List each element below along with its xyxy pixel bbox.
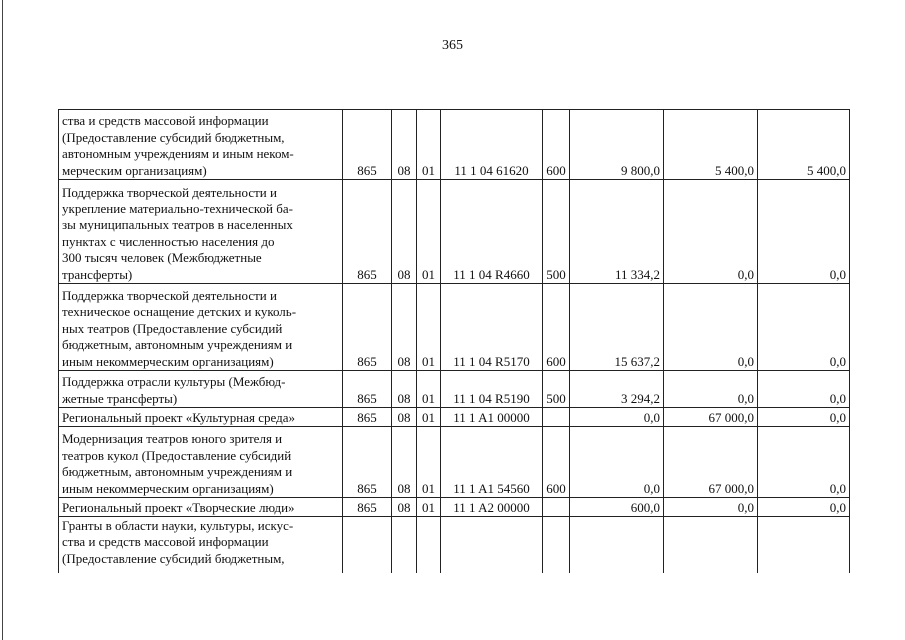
section-code-cell: 08 — [392, 110, 417, 180]
row-name-cell — [59, 284, 343, 371]
target-article-cell: 11 1 04 R5170 — [441, 284, 543, 371]
row-name-line: театров кукол (Предоставление субсидий — [62, 447, 292, 463]
row-name-cell — [59, 408, 343, 427]
section-code-cell: 08 — [392, 427, 417, 498]
amount-cell-1 — [570, 517, 664, 573]
section-code-cell — [392, 517, 417, 573]
expense-type-cell: 600 — [543, 427, 570, 498]
amount-cell-3: 0,0 — [758, 180, 850, 284]
expense-type-cell: 600 — [543, 110, 570, 180]
row-name-line: ства и средств массовой информации — [62, 113, 269, 129]
amount-cell-2: 5 400,0 — [664, 110, 758, 180]
table-row — [59, 427, 850, 498]
dept-code-cell: 865 — [343, 180, 392, 284]
amount-cell-3: 0,0 — [758, 371, 850, 408]
amount-cell-2: 67 000,0 — [664, 427, 758, 498]
row-name-line: (Предоставление субсидий бюджетным, — [62, 129, 285, 145]
row-name-line: укрепление материально-технической ба- — [62, 200, 293, 216]
amount-cell-1: 11 334,2 — [570, 180, 664, 284]
target-article-cell: 11 1 04 R5190 — [441, 371, 543, 408]
row-name-line: техническое оснащение детских и куколь- — [62, 304, 297, 320]
table-row — [59, 110, 850, 180]
subsection-code-cell: 01 — [417, 427, 441, 498]
section-code-cell: 08 — [392, 180, 417, 284]
subsection-code-cell: 01 — [417, 498, 441, 517]
expense-type-cell: 600 — [543, 284, 570, 371]
row-name-line: Гранты в области науки, культуры, искус- — [62, 518, 294, 533]
amount-cell-3: 5 400,0 — [758, 110, 850, 180]
row-name-line: Региональный проект «Творческие люди» — [62, 499, 295, 515]
row-name-line: Поддержка творческой деятельности и — [62, 184, 277, 200]
dept-code-cell: 865 — [343, 408, 392, 427]
table-row — [59, 371, 850, 408]
row-name-line: мерческим организациям) — [62, 162, 207, 178]
row-name-line: (Предоставление субсидий бюджетным, — [62, 550, 285, 566]
subsection-code-cell: 01 — [417, 110, 441, 180]
dept-code-cell: 865 — [343, 427, 392, 498]
target-article-cell: 11 1 04 R4660 — [441, 180, 543, 284]
amount-cell-2: 0,0 — [664, 180, 758, 284]
row-name-cell — [59, 498, 343, 517]
row-name-cell — [59, 180, 343, 284]
row-name-cell — [59, 517, 343, 573]
section-code-cell: 08 — [392, 284, 417, 371]
page-number: 365 — [442, 38, 463, 53]
row-name-line: Поддержка отрасли культуры (Межбюд- — [62, 374, 286, 390]
row-name-line: 300 тысяч человек (Межбюджетные — [62, 250, 262, 266]
target-article-cell: 11 1 A1 00000 — [441, 408, 543, 427]
row-name-line: иным некоммерческим организациям) — [62, 480, 274, 496]
amount-cell-1: 600,0 — [570, 498, 664, 517]
target-article-cell: 11 1 A1 54560 — [441, 427, 543, 498]
row-name-line: бюджетным, автономным учреждениям и — [62, 337, 293, 353]
subsection-code-cell — [417, 517, 441, 573]
row-name-line: автономным учреждениям и иным неком- — [62, 146, 294, 162]
row-name-line: иным некоммерческим организациям) — [62, 353, 274, 369]
table-row — [59, 284, 850, 371]
amount-cell-1: 9 800,0 — [570, 110, 664, 180]
target-article-cell: 11 1 04 61620 — [441, 110, 543, 180]
row-name-line: бюджетным, автономным учреждениям и — [62, 464, 293, 480]
dept-code-cell: 865 — [343, 498, 392, 517]
amount-cell-1: 0,0 — [570, 408, 664, 427]
row-name-cell — [59, 110, 343, 180]
target-article-cell: 11 1 A2 00000 — [441, 498, 543, 517]
table-row — [59, 408, 850, 427]
row-name-cell — [59, 427, 343, 498]
amount-cell-2 — [664, 517, 758, 573]
row-name-cell — [59, 371, 343, 408]
subsection-code-cell: 01 — [417, 371, 441, 408]
amount-cell-3: 0,0 — [758, 427, 850, 498]
row-name-line: Поддержка творческой деятельности и — [62, 287, 277, 303]
target-article-cell — [441, 517, 543, 573]
expense-type-cell — [543, 498, 570, 517]
amount-cell-1: 0,0 — [570, 427, 664, 498]
row-name-line: жетные трансферты) — [62, 390, 178, 406]
section-code-cell: 08 — [392, 371, 417, 408]
amount-cell-2: 0,0 — [664, 498, 758, 517]
row-name-line: трансферты) — [62, 266, 133, 282]
table-row — [59, 517, 850, 573]
amount-cell-1: 15 637,2 — [570, 284, 664, 371]
budget-table — [58, 109, 850, 573]
page-left-border — [2, 0, 3, 640]
expense-type-cell — [543, 408, 570, 427]
amount-cell-1: 3 294,2 — [570, 371, 664, 408]
subsection-code-cell: 01 — [417, 284, 441, 371]
dept-code-cell — [343, 517, 392, 573]
row-name-line: ства и средств массовой информации — [62, 534, 269, 550]
subsection-code-cell: 01 — [417, 408, 441, 427]
amount-cell-2: 67 000,0 — [664, 408, 758, 427]
table-row — [59, 498, 850, 517]
expense-type-cell: 500 — [543, 180, 570, 284]
row-name-line: ных театров (Предоставление субсидий — [62, 320, 283, 336]
expense-type-cell — [543, 517, 570, 573]
section-code-cell: 08 — [392, 408, 417, 427]
row-name-line: зы муниципальных театров в населенных — [62, 217, 293, 233]
row-name-line: пунктах с численностью населения до — [62, 233, 275, 249]
subsection-code-cell: 01 — [417, 180, 441, 284]
row-name-line: Региональный проект «Культурная среда» — [62, 409, 295, 425]
dept-code-cell: 865 — [343, 110, 392, 180]
amount-cell-3: 0,0 — [758, 284, 850, 371]
amount-cell-2: 0,0 — [664, 371, 758, 408]
amount-cell-3: 0,0 — [758, 498, 850, 517]
row-name-line: Модернизация театров юного зрителя и — [62, 431, 283, 447]
table-row — [59, 180, 850, 284]
section-code-cell: 08 — [392, 498, 417, 517]
dept-code-cell: 865 — [343, 371, 392, 408]
dept-code-cell: 865 — [343, 284, 392, 371]
amount-cell-2: 0,0 — [664, 284, 758, 371]
expense-type-cell: 500 — [543, 371, 570, 408]
amount-cell-3 — [758, 517, 850, 573]
amount-cell-3: 0,0 — [758, 408, 850, 427]
